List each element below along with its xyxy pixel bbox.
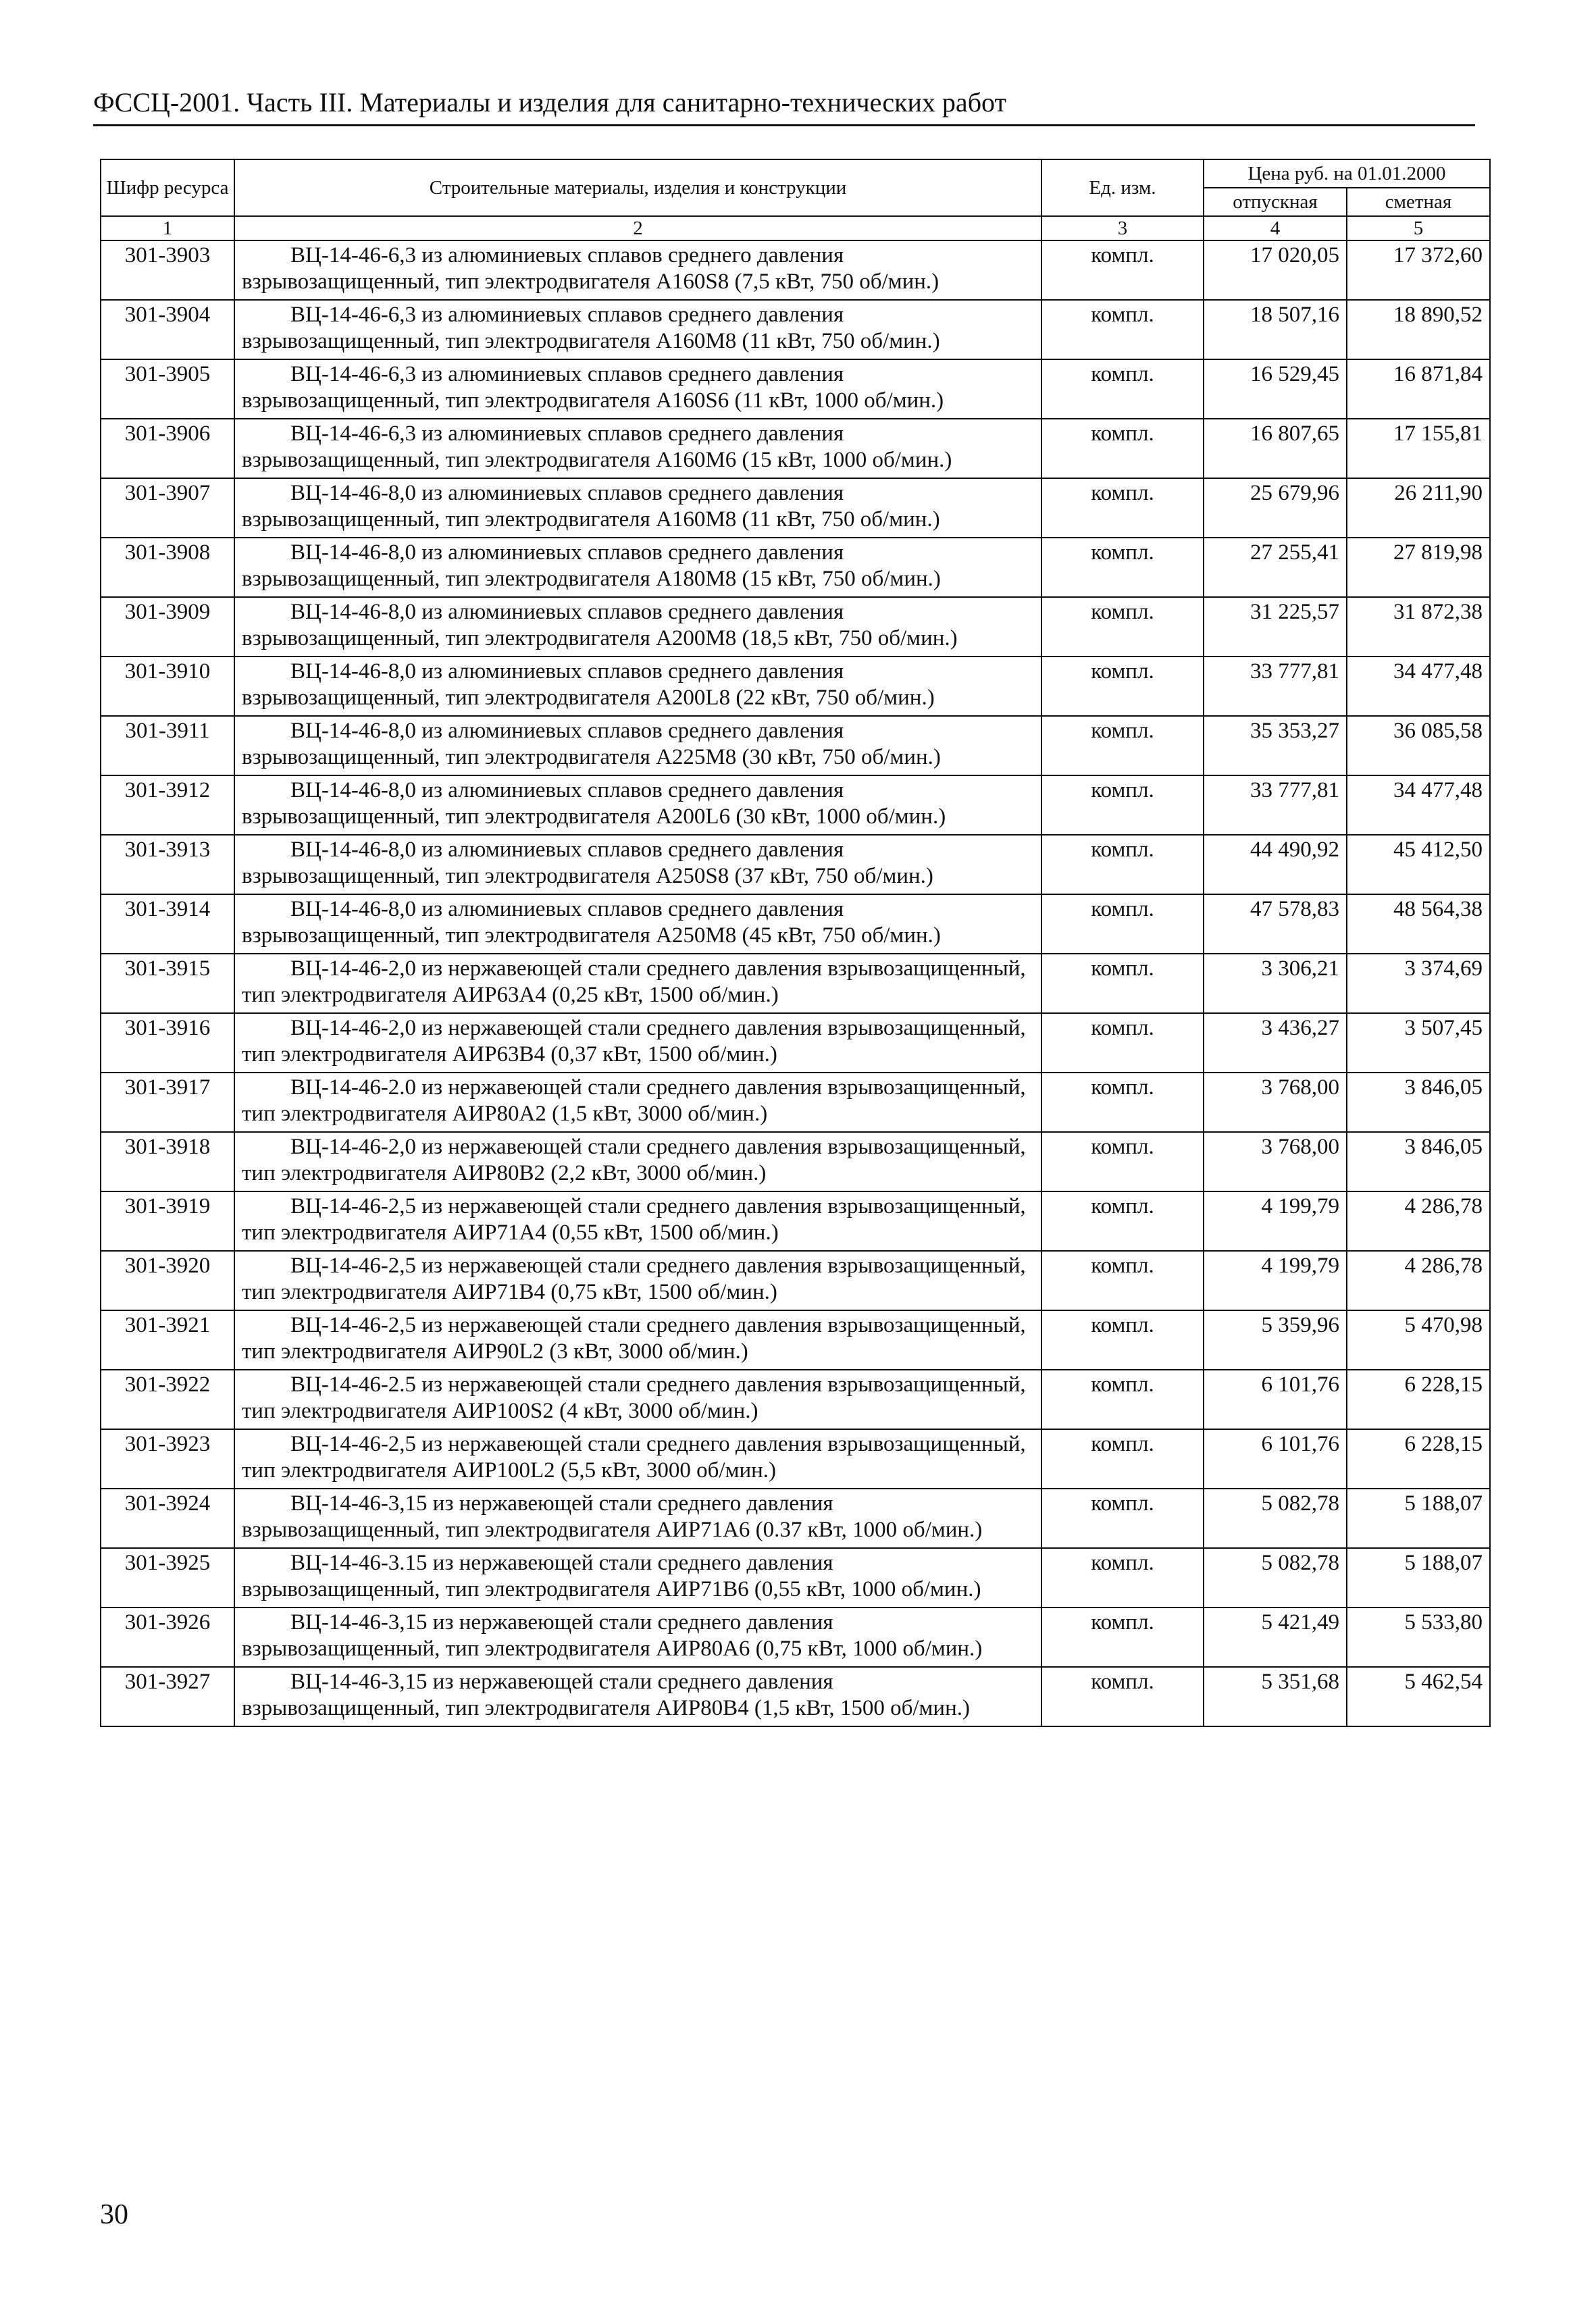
estimate-price: 5 533,80 bbox=[1347, 1608, 1490, 1667]
release-price: 6 101,76 bbox=[1204, 1429, 1347, 1489]
release-price: 5 082,78 bbox=[1204, 1548, 1347, 1608]
release-price: 18 507,16 bbox=[1204, 300, 1347, 359]
item-description: ВЦ-14-46-8,0 из алюминиевых сплавов среднего давления взрывозащищенный, тип электродвигателя А160М8 (11 кВт, 750 об/мин.) bbox=[234, 478, 1041, 538]
release-price: 35 353,27 bbox=[1204, 716, 1347, 775]
estimate-price: 5 470,98 bbox=[1347, 1310, 1490, 1370]
table-row bbox=[101, 954, 1490, 1013]
resource-code: 301-3925 bbox=[101, 1548, 234, 1608]
table-row bbox=[101, 1608, 1490, 1667]
unit-of-measure: компл. bbox=[1041, 1608, 1204, 1667]
estimate-price: 5 462,54 bbox=[1347, 1667, 1490, 1726]
table-row bbox=[101, 775, 1490, 835]
table-row bbox=[101, 1073, 1490, 1132]
table-row bbox=[101, 538, 1490, 597]
item-description: ВЦ-14-46-8,0 из алюминиевых сплавов среднего давления взрывозащищенный, тип электродвигателя А200М8 (18,5 кВт, 750 об/мин.) bbox=[234, 597, 1041, 657]
item-description: ВЦ-14-46-8,0 из алюминиевых сплавов среднего давления взрывозащищенный, тип электродвигателя А250М8 (45 кВт, 750 об/мин.) bbox=[234, 894, 1041, 954]
estimate-price: 5 188,07 bbox=[1347, 1548, 1490, 1608]
unit-of-measure: компл. bbox=[1041, 1191, 1204, 1251]
table-row bbox=[101, 359, 1490, 419]
resource-code: 301-3909 bbox=[101, 597, 234, 657]
resource-code: 301-3912 bbox=[101, 775, 234, 835]
resource-code: 301-3920 bbox=[101, 1251, 234, 1310]
estimate-price: 48 564,38 bbox=[1347, 894, 1490, 954]
unit-of-measure: компл. bbox=[1041, 300, 1204, 359]
item-description: ВЦ-14-46-2,0 из нержавеющей стали среднего давления взрывозащищенный, тип электродвигателя АИР63А4 (0,25 кВт, 1500 об/мин.) bbox=[234, 954, 1041, 1013]
estimate-price: 34 477,48 bbox=[1347, 775, 1490, 835]
page-header: ФССЦ-2001. Часть III. Материалы и изделия для санитарно-технических работ bbox=[93, 84, 1475, 126]
estimate-price: 3 846,05 bbox=[1347, 1073, 1490, 1132]
release-price: 31 225,57 bbox=[1204, 597, 1347, 657]
table-row bbox=[101, 835, 1490, 894]
table-row bbox=[101, 478, 1490, 538]
release-price: 4 199,79 bbox=[1204, 1251, 1347, 1310]
release-price: 5 082,78 bbox=[1204, 1489, 1347, 1548]
resource-code: 301-3927 bbox=[101, 1667, 234, 1726]
table-row bbox=[101, 1370, 1490, 1429]
table-header bbox=[101, 159, 1490, 240]
release-price: 4 199,79 bbox=[1204, 1191, 1347, 1251]
release-price: 16 529,45 bbox=[1204, 359, 1347, 419]
item-description: ВЦ-14-46-2,5 из нержавеющей стали среднего давления взрывозащищенный, тип электродвигателя АИР71А4 (0,55 кВт, 1500 об/мин.) bbox=[234, 1191, 1041, 1251]
col-release-header: отпускная bbox=[1204, 188, 1347, 216]
table-row bbox=[101, 240, 1490, 300]
resource-code: 301-3903 bbox=[101, 240, 234, 300]
unit-of-measure: компл. bbox=[1041, 716, 1204, 775]
unit-of-measure: компл. bbox=[1041, 1370, 1204, 1429]
unit-of-measure: компл. bbox=[1041, 1013, 1204, 1073]
item-description: ВЦ-14-46-6,3 из алюминиевых сплавов среднего давления взрывозащищенный, тип электродвигателя А160S6 (11 кВт, 1000 об/мин.) bbox=[234, 359, 1041, 419]
item-description: ВЦ-14-46-6,3 из алюминиевых сплавов среднего давления взрывозащищенный, тип электродвигателя А160М6 (15 кВт, 1000 об/мин.) bbox=[234, 419, 1041, 478]
release-price: 33 777,81 bbox=[1204, 775, 1347, 835]
resource-code: 301-3908 bbox=[101, 538, 234, 597]
estimate-price: 6 228,15 bbox=[1347, 1370, 1490, 1429]
estimate-price: 5 188,07 bbox=[1347, 1489, 1490, 1548]
table-row bbox=[101, 419, 1490, 478]
col-estimate-header: сметная bbox=[1347, 188, 1490, 216]
table-row bbox=[101, 716, 1490, 775]
table-row bbox=[101, 1667, 1490, 1726]
estimate-price: 6 228,15 bbox=[1347, 1429, 1490, 1489]
table-body bbox=[101, 240, 1490, 1726]
estimate-price: 3 374,69 bbox=[1347, 954, 1490, 1013]
item-description: ВЦ-14-46-8,0 из алюминиевых сплавов среднего давления взрывозащищенный, тип электродвигателя А180М8 (15 кВт, 750 об/мин.) bbox=[234, 538, 1041, 597]
unit-of-measure: компл. bbox=[1041, 1667, 1204, 1726]
table-row bbox=[101, 1489, 1490, 1548]
item-description: ВЦ-14-46-6,3 из алюминиевых сплавов среднего давления взрывозащищенный, тип электродвигателя А160М8 (11 кВт, 750 об/мин.) bbox=[234, 300, 1041, 359]
release-price: 6 101,76 bbox=[1204, 1370, 1347, 1429]
release-price: 5 359,96 bbox=[1204, 1310, 1347, 1370]
unit-of-measure: компл. bbox=[1041, 657, 1204, 716]
item-description: ВЦ-14-46-2.5 из нержавеющей стали среднего давления взрывозащищенный, тип электродвигателя АИР100S2 (4 кВт, 3000 об/мин.) bbox=[234, 1370, 1041, 1429]
item-description: ВЦ-14-46-8,0 из алюминиевых сплавов среднего давления взрывозащищенный, тип электродвигателя А200L6 (30 кВт, 1000 об/мин.) bbox=[234, 775, 1041, 835]
release-price: 44 490,92 bbox=[1204, 835, 1347, 894]
table-row bbox=[101, 1191, 1490, 1251]
unit-of-measure: компл. bbox=[1041, 597, 1204, 657]
item-description: ВЦ-14-46-3.15 из нержавеющей стали среднего давления взрывозащищенный, тип электродвигателя АИР71В6 (0,55 кВт, 1000 об/мин.) bbox=[234, 1548, 1041, 1608]
unit-of-measure: компл. bbox=[1041, 775, 1204, 835]
price-table bbox=[100, 159, 1491, 1727]
unit-of-measure: компл. bbox=[1041, 835, 1204, 894]
resource-code: 301-3921 bbox=[101, 1310, 234, 1370]
estimate-price: 26 211,90 bbox=[1347, 478, 1490, 538]
release-price: 3 768,00 bbox=[1204, 1073, 1347, 1132]
resource-code: 301-3905 bbox=[101, 359, 234, 419]
estimate-price: 4 286,78 bbox=[1347, 1251, 1490, 1310]
estimate-price: 17 372,60 bbox=[1347, 240, 1490, 300]
table-row bbox=[101, 1132, 1490, 1191]
release-price: 5 351,68 bbox=[1204, 1667, 1347, 1726]
item-description: ВЦ-14-46-8,0 из алюминиевых сплавов среднего давления взрывозащищенный, тип электродвигателя А250S8 (37 кВт, 750 об/мин.) bbox=[234, 835, 1041, 894]
unit-of-measure: компл. bbox=[1041, 954, 1204, 1013]
release-price: 3 768,00 bbox=[1204, 1132, 1347, 1191]
unit-of-measure: компл. bbox=[1041, 359, 1204, 419]
resource-code: 301-3915 bbox=[101, 954, 234, 1013]
estimate-price: 27 819,98 bbox=[1347, 538, 1490, 597]
item-description: ВЦ-14-46-8,0 из алюминиевых сплавов среднего давления взрывозащищенный, тип электродвигателя А200L8 (22 кВт, 750 об/мин.) bbox=[234, 657, 1041, 716]
estimate-price: 3 846,05 bbox=[1347, 1132, 1490, 1191]
col-desc-header: Строительные материалы, изделия и конструкции bbox=[234, 159, 1041, 216]
item-description: ВЦ-14-46-2,5 из нержавеющей стали среднего давления взрывозащищенный, тип электродвигателя АИР71В4 (0,75 кВт, 1500 об/мин.) bbox=[234, 1251, 1041, 1310]
unit-of-measure: компл. bbox=[1041, 1251, 1204, 1310]
resource-code: 301-3917 bbox=[101, 1073, 234, 1132]
resource-code: 301-3913 bbox=[101, 835, 234, 894]
estimate-price: 4 286,78 bbox=[1347, 1191, 1490, 1251]
item-description: ВЦ-14-46-2,0 из нержавеющей стали среднего давления взрывозащищенный, тип электродвигателя АИР63В4 (0,37 кВт, 1500 об/мин.) bbox=[234, 1013, 1041, 1073]
col-number: 5 bbox=[1347, 216, 1490, 240]
unit-of-measure: компл. bbox=[1041, 894, 1204, 954]
estimate-price: 45 412,50 bbox=[1347, 835, 1490, 894]
release-price: 33 777,81 bbox=[1204, 657, 1347, 716]
unit-of-measure: компл. bbox=[1041, 419, 1204, 478]
item-description: ВЦ-14-46-2,5 из нержавеющей стали среднего давления взрывозащищенный, тип электродвигателя АИР90L2 (3 кВт, 3000 об/мин.) bbox=[234, 1310, 1041, 1370]
estimate-price: 3 507,45 bbox=[1347, 1013, 1490, 1073]
item-description: ВЦ-14-46-2,0 из нержавеющей стали среднего давления взрывозащищенный, тип электродвигателя АИР80В2 (2,2 кВт, 3000 об/мин.) bbox=[234, 1132, 1041, 1191]
unit-of-measure: компл. bbox=[1041, 1310, 1204, 1370]
release-price: 25 679,96 bbox=[1204, 478, 1347, 538]
table-row bbox=[101, 1013, 1490, 1073]
unit-of-measure: компл. bbox=[1041, 478, 1204, 538]
table-row bbox=[101, 1310, 1490, 1370]
page-number: 30 bbox=[100, 2199, 128, 2230]
resource-code: 301-3922 bbox=[101, 1370, 234, 1429]
unit-of-measure: компл. bbox=[1041, 538, 1204, 597]
item-description: ВЦ-14-46-6,3 из алюминиевых сплавов среднего давления взрывозащищенный, тип электродвигателя А160S8 (7,5 кВт, 750 об/мин.) bbox=[234, 240, 1041, 300]
unit-of-measure: компл. bbox=[1041, 1132, 1204, 1191]
item-description: ВЦ-14-46-8,0 из алюминиевых сплавов среднего давления взрывозащищенный, тип электродвигателя А225М8 (30 кВт, 750 об/мин.) bbox=[234, 716, 1041, 775]
unit-of-measure: компл. bbox=[1041, 1548, 1204, 1608]
col-number: 4 bbox=[1204, 216, 1347, 240]
estimate-price: 16 871,84 bbox=[1347, 359, 1490, 419]
col-number: 2 bbox=[234, 216, 1041, 240]
col-number: 3 bbox=[1041, 216, 1204, 240]
release-price: 5 421,49 bbox=[1204, 1608, 1347, 1667]
resource-code: 301-3910 bbox=[101, 657, 234, 716]
col-unit-header: Ед. изм. bbox=[1041, 159, 1204, 216]
unit-of-measure: компл. bbox=[1041, 1489, 1204, 1548]
resource-code: 301-3914 bbox=[101, 894, 234, 954]
table-row bbox=[101, 1548, 1490, 1608]
item-description: ВЦ-14-46-3,15 из нержавеющей стали среднего давления взрывозащищенный, тип электродвигателя АИР80В4 (1,5 кВт, 1500 об/мин.) bbox=[234, 1667, 1041, 1726]
resource-code: 301-3926 bbox=[101, 1608, 234, 1667]
resource-code: 301-3918 bbox=[101, 1132, 234, 1191]
release-price: 3 306,21 bbox=[1204, 954, 1347, 1013]
resource-code: 301-3904 bbox=[101, 300, 234, 359]
table-row bbox=[101, 1251, 1490, 1310]
col-price-header: Цена руб. на 01.01.2000 bbox=[1204, 159, 1490, 188]
release-price: 3 436,27 bbox=[1204, 1013, 1347, 1073]
table-row bbox=[101, 597, 1490, 657]
estimate-price: 17 155,81 bbox=[1347, 419, 1490, 478]
release-price: 27 255,41 bbox=[1204, 538, 1347, 597]
unit-of-measure: компл. bbox=[1041, 1073, 1204, 1132]
table-row bbox=[101, 657, 1490, 716]
resource-code: 301-3924 bbox=[101, 1489, 234, 1548]
estimate-price: 18 890,52 bbox=[1347, 300, 1490, 359]
release-price: 16 807,65 bbox=[1204, 419, 1347, 478]
item-description: ВЦ-14-46-3,15 из нержавеющей стали среднего давления взрывозащищенный, тип электродвигателя АИР71А6 (0.37 кВт, 1000 об/мин.) bbox=[234, 1489, 1041, 1548]
release-price: 17 020,05 bbox=[1204, 240, 1347, 300]
estimate-price: 34 477,48 bbox=[1347, 657, 1490, 716]
table-row bbox=[101, 1429, 1490, 1489]
unit-of-measure: компл. bbox=[1041, 1429, 1204, 1489]
resource-code: 301-3916 bbox=[101, 1013, 234, 1073]
estimate-price: 31 872,38 bbox=[1347, 597, 1490, 657]
resource-code: 301-3906 bbox=[101, 419, 234, 478]
table-row bbox=[101, 300, 1490, 359]
table-row bbox=[101, 894, 1490, 954]
item-description: ВЦ-14-46-2.0 из нержавеющей стали среднего давления взрывозащищенный, тип электродвигателя АИР80А2 (1,5 кВт, 3000 об/мин.) bbox=[234, 1073, 1041, 1132]
item-description: ВЦ-14-46-2,5 из нержавеющей стали среднего давления взрывозащищенный, тип электродвигателя АИР100L2 (5,5 кВт, 3000 об/мин.) bbox=[234, 1429, 1041, 1489]
unit-of-measure: компл. bbox=[1041, 240, 1204, 300]
col-number: 1 bbox=[101, 216, 234, 240]
resource-code: 301-3907 bbox=[101, 478, 234, 538]
col-code-header: Шифр ресурса bbox=[101, 159, 234, 216]
item-description: ВЦ-14-46-3,15 из нержавеющей стали среднего давления взрывозащищенный, тип электродвигателя АИР80А6 (0,75 кВт, 1000 об/мин.) bbox=[234, 1608, 1041, 1667]
resource-code: 301-3919 bbox=[101, 1191, 234, 1251]
estimate-price: 36 085,58 bbox=[1347, 716, 1490, 775]
resource-code: 301-3923 bbox=[101, 1429, 234, 1489]
release-price: 47 578,83 bbox=[1204, 894, 1347, 954]
resource-code: 301-3911 bbox=[101, 716, 234, 775]
